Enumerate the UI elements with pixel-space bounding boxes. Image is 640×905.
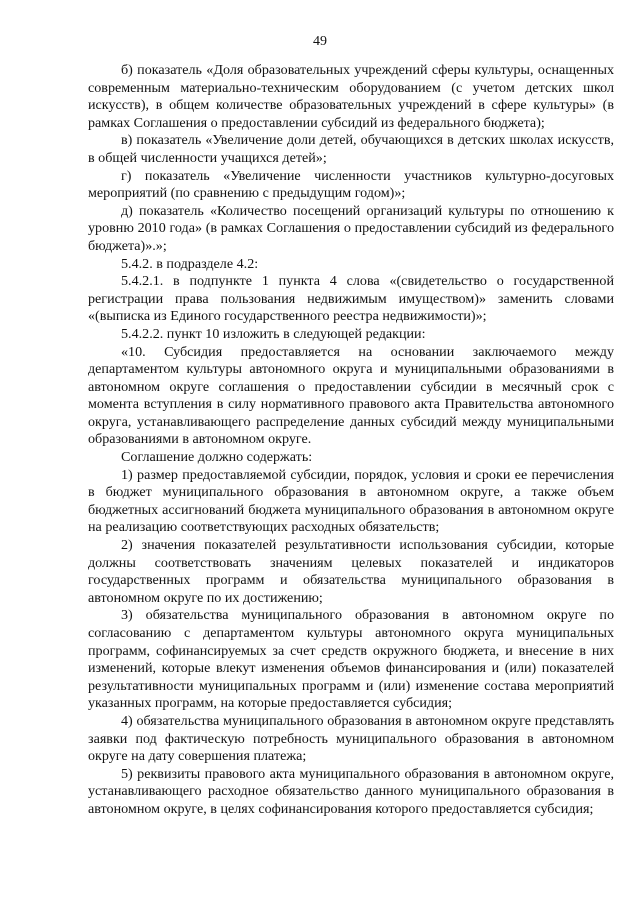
page-number: 49 xyxy=(313,34,327,49)
paragraph-list-item-3: 3) обязательства муниципального образования в автономном округе по согласованию с департаментом культуры автономного округа муниципальных программ, софинансируемых за счет средств окружного бюджета, и внесение в них изменений, которые влекут изменения объемов финансирования и (или) показателей результативности муниципальных программ и (или) изменение состава мероприятий указанных программ, на которые предоставляется субсидия; xyxy=(88,607,614,712)
paragraph-list-item-2: 2) значения показателей результативности использования субсидии, которые должны соответствовать значениям целевых показателей и индикаторов государственных программ и обязательства муниципального образования в автономном округе по их достижению; xyxy=(88,537,614,606)
paragraph-list-item-1: 1) размер предоставляемой субсидии, порядок, условия и сроки ее перечисления в бюджет муниципального образования в автономном округе, а также объем бюджетных ассигнований бюджета муниципального образования в автономном округе на реализацию соответствующих расходных обязательств; xyxy=(88,466,614,536)
paragraph-agreement-contents: Соглашение должно содержать: xyxy=(121,449,313,466)
paragraph-item-10: «10. Субсидия предоставляется на основании заключаемого между департаментом культуры автономного округа и муниципальными образованиями в автономном округе соглашения о предоставлении субсидии в месячный срок с момента вступления в силу нормативного правового акта Правительства автономного округа, устанавливающего распределение данных субсидий между муниципальными образованиями в автономном округе. xyxy=(88,343,614,448)
paragraph-indicator-b: б) показатель «Доля образовательных учреждений сферы культуры, оснащенных современным материально-техническим оборудованием (с учетом детских школ искусств), в общем количестве образовательных учреждений в сфере культуры» (в рамках Соглашения о предоставлении субсидий из федерального бюджета); xyxy=(88,62,614,131)
paragraph-indicator-d: д) показатель «Количество посещений организаций культуры по отношению к уровню 2010 года» (в рамках Соглашения о предоставлении субсидий из федерального бюджета)».»; xyxy=(88,202,614,254)
document-body xyxy=(88,62,614,819)
paragraph-5-4-2-2: 5.4.2.2. пункт 10 изложить в следующей редакции: xyxy=(121,325,426,342)
paragraph-indicator-g: г) показатель «Увеличение численности участников культурно-досуговых мероприятий (по сравнению с предыдущим годом)»; xyxy=(88,167,614,202)
paragraph-list-item-5: 5) реквизиты правового акта муниципального образования в автономном округе, устанавливающего расходное обязательство данного муниципального образования в автономном округе, в целях софинансирования которого предоставляется субсидия; xyxy=(88,765,614,817)
paragraph-5-4-2: 5.4.2. в подразделе 4.2: xyxy=(121,255,259,272)
paragraph-indicator-v: в) показатель «Увеличение доли детей, обучающихся в детских школах искусств, в общей численности учащихся детей»; xyxy=(88,132,614,166)
paragraph-list-item-4: 4) обязательства муниципального образования в автономном округе представлять заявки под фактическую потребность муниципального образования в автономном округе на дату совершения платежа; xyxy=(88,712,614,765)
paragraph-5-4-2-1: 5.4.2.1. в подпункте 1 пункта 4 слова «(свидетельство о государственной регистрации права пользования недвижимым имуществом)» заменить словами «(выписка из Единого государственного реестра недвижимости)»; xyxy=(88,273,614,325)
